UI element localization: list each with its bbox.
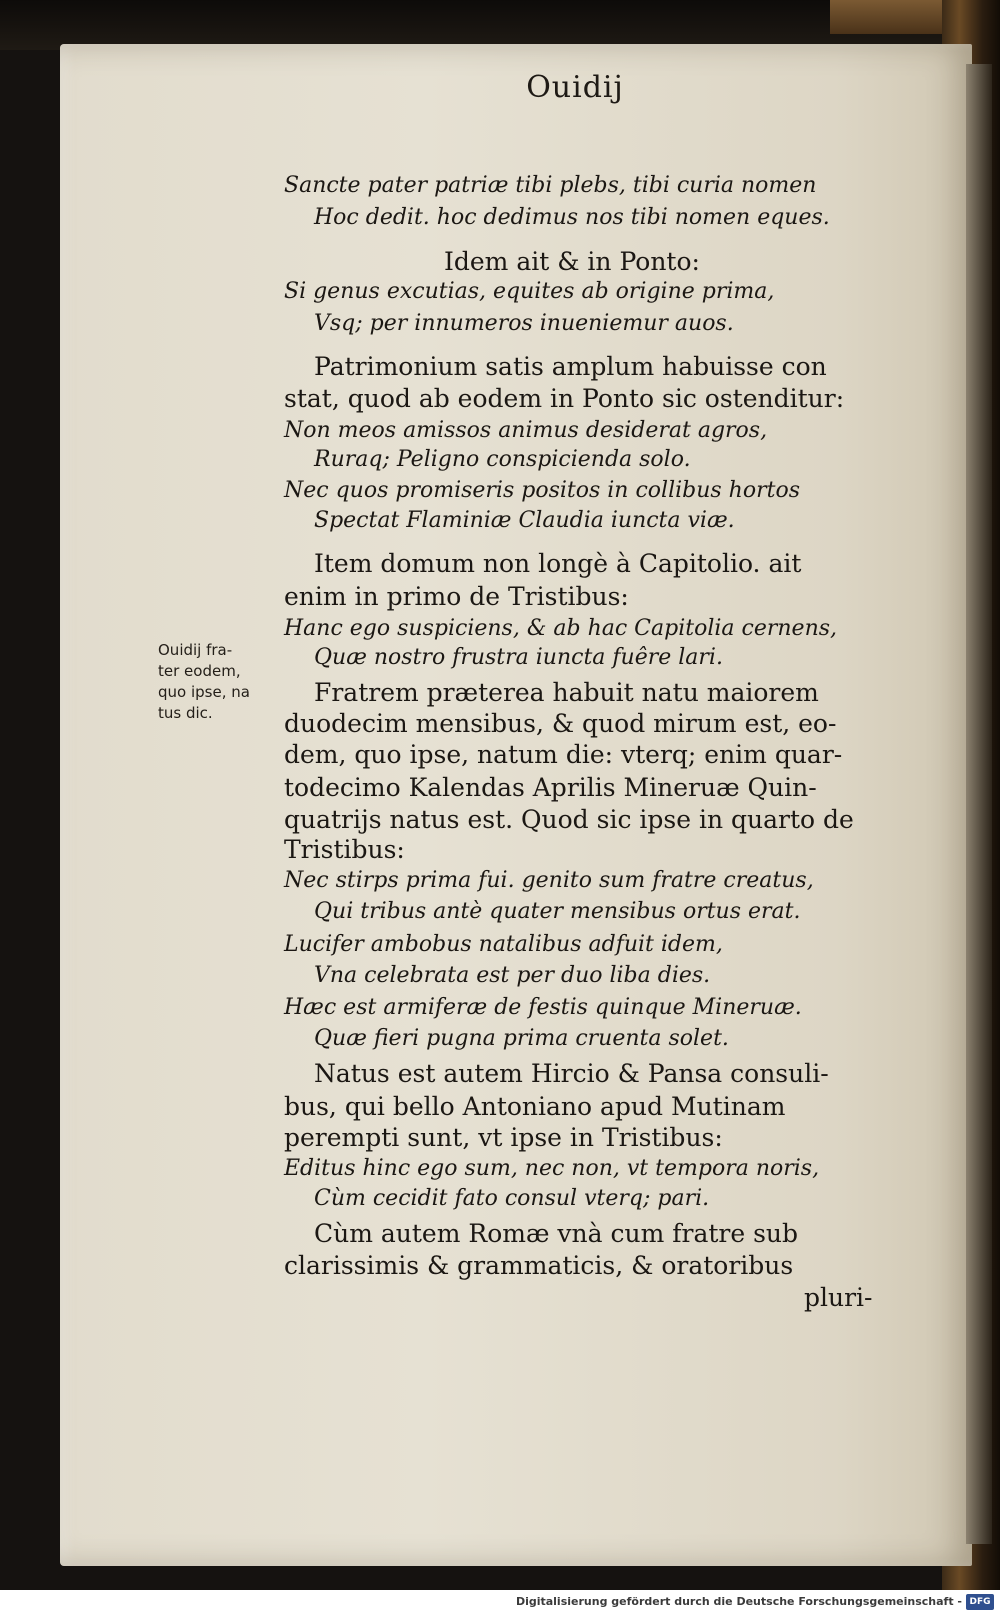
prose-line: enim in primo de Tristibus: (284, 582, 629, 611)
verse-line: Editus hinc ego sum, nec non, vt tempora noris, (284, 1156, 820, 1181)
verse-line: Qui tribus antè quater mensibus ortus erat. (314, 899, 801, 924)
verse-line: Cùm cecidit fato consul vterq; pari. (314, 1186, 710, 1211)
verse-line: Vsq; per innumeros inueniemur auos. (314, 311, 734, 336)
running-header: Ouidij (526, 70, 624, 105)
verse-line: Nec quos promiseris positos in collibus hortos (284, 478, 800, 503)
margin-note (158, 640, 288, 724)
margin-note-line: ter eodem, (158, 662, 241, 680)
page-gutter-shade (966, 64, 992, 1544)
prose-line: perempti sunt, vt ipse in Tristibus: (284, 1123, 723, 1152)
prose-line: clarissimis & grammaticis, & oratoribus (284, 1251, 794, 1280)
prose-line: dem, quo ipse, natum die: vterq; enim quar- (284, 740, 843, 769)
prose-line: Cùm autem Romæ vnà cum fratre sub (314, 1219, 799, 1248)
prose-line: bus, qui bello Antoniano apud Mutinam (284, 1092, 786, 1121)
prose-line: Item domum non longè à Capitolio. ait (314, 549, 802, 578)
margin-note-line: tus dic. (158, 704, 213, 722)
margin-note-line: quo ipse, na (158, 683, 250, 701)
prose-line: quatrijs natus est. Quod sic ipse in quarto de (284, 805, 854, 834)
prose-line: Natus est autem Hircio & Pansa consuli- (314, 1059, 829, 1088)
verse-line: Vna celebrata est per duo liba dies. (314, 963, 711, 988)
prose-line: pluri- (804, 1283, 873, 1312)
prose-line: Tristibus: (284, 835, 405, 864)
verse-line: Si genus excutias, equites ab origine prima, (284, 279, 775, 304)
verse-line: Nec stirps prima fui. genito sum fratre creatus, (284, 868, 814, 893)
verse-line: Ruraq; Peligno conspicienda solo. (314, 447, 691, 472)
prose-line: Fratrem præterea habuit natu maiorem (314, 678, 819, 707)
prose-line: stat, quod ab eodem in Ponto sic ostenditur: (284, 384, 845, 413)
verse-line: Quæ fieri pugna prima cruenta solet. (314, 1026, 729, 1051)
prose-line: todecimo Kalendas Aprilis Mineruæ Quin- (284, 773, 817, 802)
dfg-logo: DFG (966, 1594, 994, 1610)
verse-line: Hanc ego suspiciens, & ab hac Capitolia cernens, (284, 616, 838, 641)
verse-line: Quæ nostro frustra iuncta fuêre lari. (314, 645, 723, 670)
digitization-footer (0, 1590, 1000, 1615)
verse-line: Non meos amissos animus desiderat agros, (284, 418, 768, 443)
margin-note-line: Ouidij fra- (158, 641, 233, 659)
prose-line: duodecim mensibus, & quod mirum est, eo- (284, 709, 837, 738)
footer-credit: Digitalisierung gefördert durch die Deutsche Forschungsgemeinschaft - (515, 1595, 962, 1608)
verse-line: Sancte pater patriæ tibi plebs, tibi curia nomen (284, 173, 817, 198)
verse-line: Hoc dedit. hoc dedimus nos tibi nomen eques. (314, 205, 830, 230)
prose-line: Idem ait & in Ponto: (444, 247, 700, 276)
verse-line: Hæc est armiferæ de festis quinque Mineruæ. (284, 995, 802, 1020)
verse-line: Lucifer ambobus natalibus adfuit idem, (284, 932, 723, 957)
verse-line: Spectat Flaminiæ Claudia iuncta viæ. (314, 508, 735, 533)
prose-line: Patrimonium satis amplum habuisse con (314, 352, 827, 381)
